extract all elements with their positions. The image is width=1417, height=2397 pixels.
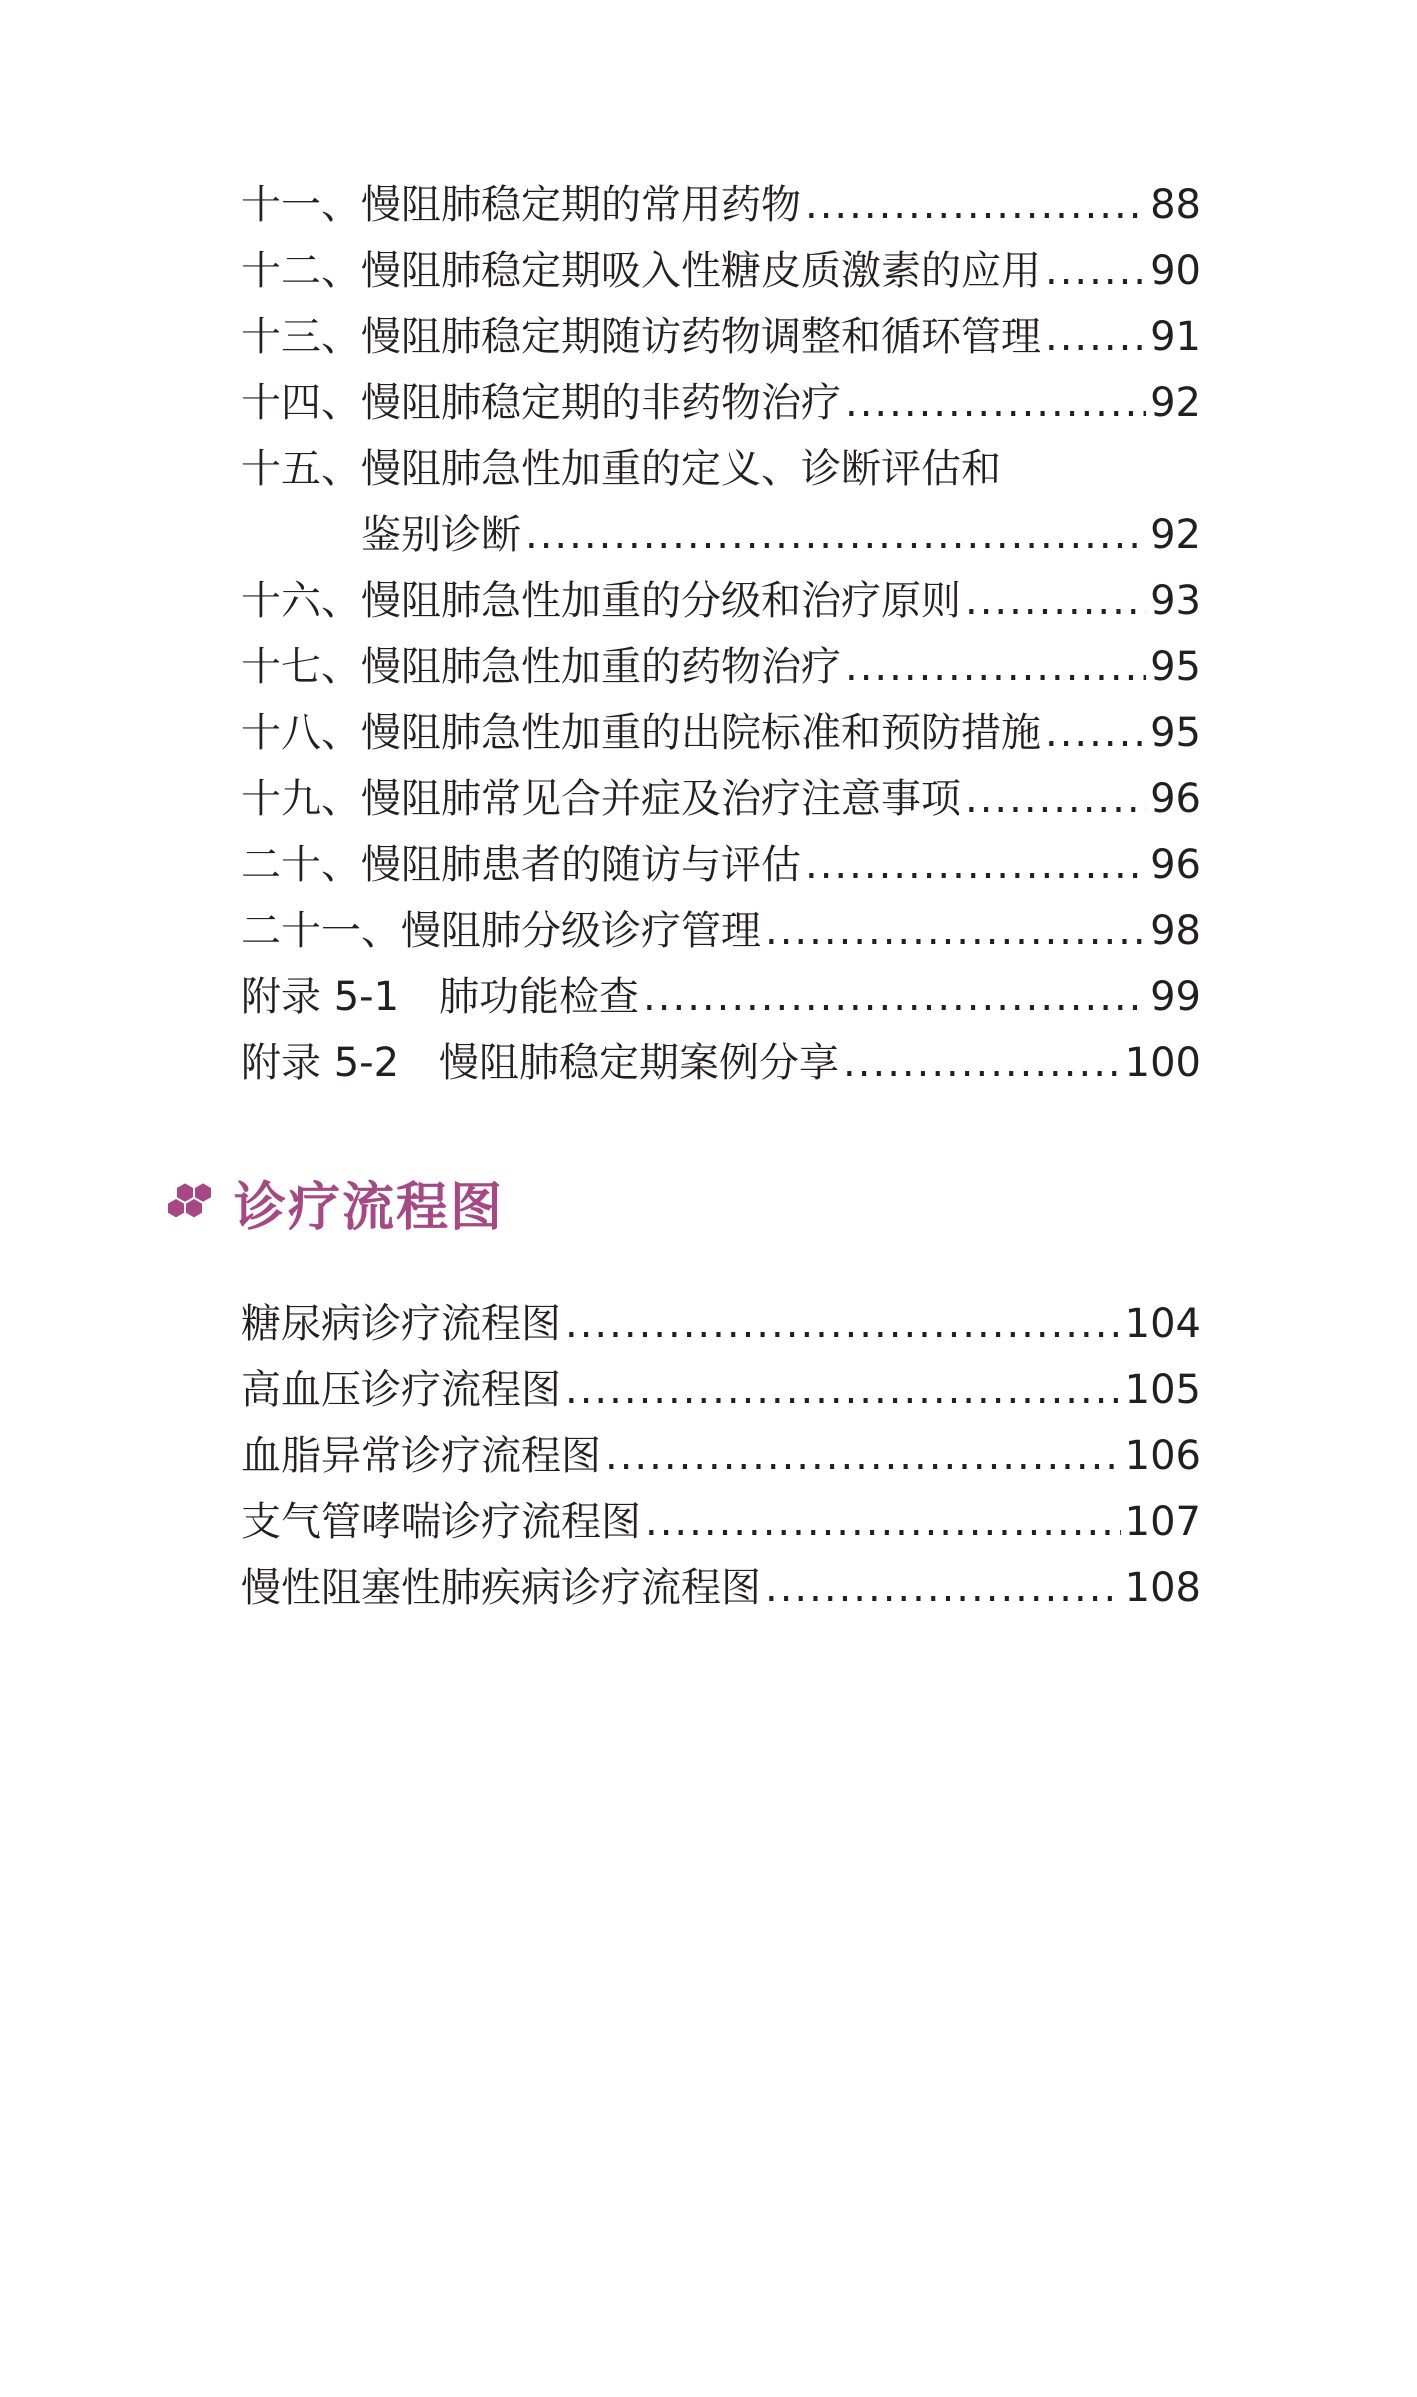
toc-page-number: 105 (1124, 1367, 1201, 1413)
toc-entry[interactable] (241, 1555, 1201, 1621)
appendix-label: 附录 5-2 (241, 1040, 400, 1086)
toc-entry[interactable] (241, 700, 1201, 766)
dot-leader (1045, 304, 1146, 370)
toc-entry[interactable] (241, 1423, 1201, 1489)
toc-entry[interactable] (241, 1291, 1201, 1357)
toc-entry[interactable] (241, 766, 1201, 832)
toc-entry[interactable] (241, 898, 1201, 964)
dot-leader (965, 766, 1146, 832)
dot-leader (645, 1489, 1121, 1555)
toc-entry-title: 十一、慢阻肺稳定期的常用药物 (241, 182, 801, 228)
toc-entry-title: 十九、慢阻肺常见合并症及治疗注意事项 (241, 776, 961, 822)
toc-entry-title: 二十一、慢阻肺分级诊疗管理 (241, 908, 761, 954)
dot-leader (843, 1030, 1121, 1096)
toc-entry-title: 二十、慢阻肺患者的随访与评估 (241, 842, 801, 888)
dot-leader (965, 568, 1146, 634)
hexagon-cluster-icon (160, 1174, 222, 1230)
toc-entry-title: 糖尿病诊疗流程图 (241, 1301, 561, 1347)
toc-page-number: 106 (1124, 1433, 1201, 1479)
toc-list-main (241, 172, 1201, 1096)
toc-page-number: 88 (1150, 182, 1201, 228)
dot-leader (845, 634, 1146, 700)
toc-page-number: 108 (1124, 1565, 1201, 1611)
appendix-title: 慢阻肺稳定期案例分享 (439, 1040, 840, 1086)
toc-entry-title (241, 1030, 839, 1096)
dot-leader (1045, 700, 1146, 766)
toc-page-number: 96 (1150, 776, 1201, 822)
toc-page-number: 100 (1124, 1040, 1201, 1086)
dot-leader (525, 502, 1146, 568)
toc-entry-title: 高血压诊疗流程图 (241, 1367, 561, 1413)
dot-leader (845, 370, 1146, 436)
appendix-label: 附录 5-1 (241, 974, 400, 1020)
toc-entry-multiline[interactable] (241, 436, 1201, 502)
toc-list-flowcharts (241, 1291, 1201, 1621)
toc-entry-continuation[interactable] (241, 502, 1201, 568)
toc-entry-title: 十四、慢阻肺稳定期的非药物治疗 (241, 380, 841, 426)
appendix-title: 肺功能检查 (439, 974, 640, 1020)
toc-page-number: 92 (1150, 380, 1201, 426)
toc-entry-title: 十六、慢阻肺急性加重的分级和治疗原则 (241, 578, 961, 624)
toc-page-number: 95 (1150, 644, 1201, 690)
toc-entry[interactable] (241, 634, 1201, 700)
dot-leader (805, 172, 1146, 238)
toc-page-number: 90 (1150, 248, 1201, 294)
toc-entry-title: 支气管哮喘诊疗流程图 (241, 1499, 641, 1545)
section-heading (160, 1162, 504, 1242)
dot-leader (765, 898, 1146, 964)
toc-page-number: 104 (1124, 1301, 1201, 1347)
toc-entry[interactable] (241, 568, 1201, 634)
dot-leader (643, 964, 1146, 1030)
toc-page-number: 96 (1150, 842, 1201, 888)
dot-leader (565, 1357, 1121, 1423)
toc-entry[interactable] (241, 238, 1201, 304)
toc-entry-title: 血脂异常诊疗流程图 (241, 1433, 601, 1479)
toc-entry[interactable] (241, 1489, 1201, 1555)
toc-page-number: 93 (1150, 578, 1201, 624)
toc-entry-appendix[interactable] (241, 1030, 1201, 1096)
toc-page-number: 92 (1150, 512, 1201, 558)
toc-entry-title (241, 964, 639, 1030)
toc-entry[interactable] (241, 172, 1201, 238)
dot-leader (765, 1555, 1121, 1621)
toc-entry-title: 慢性阻塞性肺疾病诊疗流程图 (241, 1565, 761, 1611)
toc-page-number: 91 (1150, 314, 1201, 360)
toc-entry-title: 十七、慢阻肺急性加重的药物治疗 (241, 644, 841, 690)
toc-entry-title-line1: 十五、慢阻肺急性加重的定义、诊断评估和 (241, 446, 1001, 492)
dot-leader (805, 832, 1146, 898)
dot-leader (565, 1291, 1121, 1357)
toc-page-number: 107 (1124, 1499, 1201, 1545)
section-title: 诊疗流程图 (234, 1177, 505, 1238)
toc-entry-title: 十二、慢阻肺稳定期吸入性糖皮质激素的应用 (241, 248, 1041, 294)
toc-entry[interactable] (241, 832, 1201, 898)
toc-page-number: 99 (1150, 974, 1201, 1020)
toc-entry[interactable] (241, 370, 1201, 436)
dot-leader (605, 1423, 1121, 1489)
toc-entry[interactable] (241, 1357, 1201, 1423)
toc-page-number: 98 (1150, 908, 1201, 954)
dot-leader (1045, 238, 1146, 304)
toc-entry-title: 十三、慢阻肺稳定期随访药物调整和循环管理 (241, 314, 1041, 360)
toc-entry-title-line2: 鉴别诊断 (361, 512, 521, 558)
toc-entry-appendix[interactable] (241, 964, 1201, 1030)
toc-page-number: 95 (1150, 710, 1201, 756)
toc-entry[interactable] (241, 304, 1201, 370)
toc-entry-title: 十八、慢阻肺急性加重的出院标准和预防措施 (241, 710, 1041, 756)
